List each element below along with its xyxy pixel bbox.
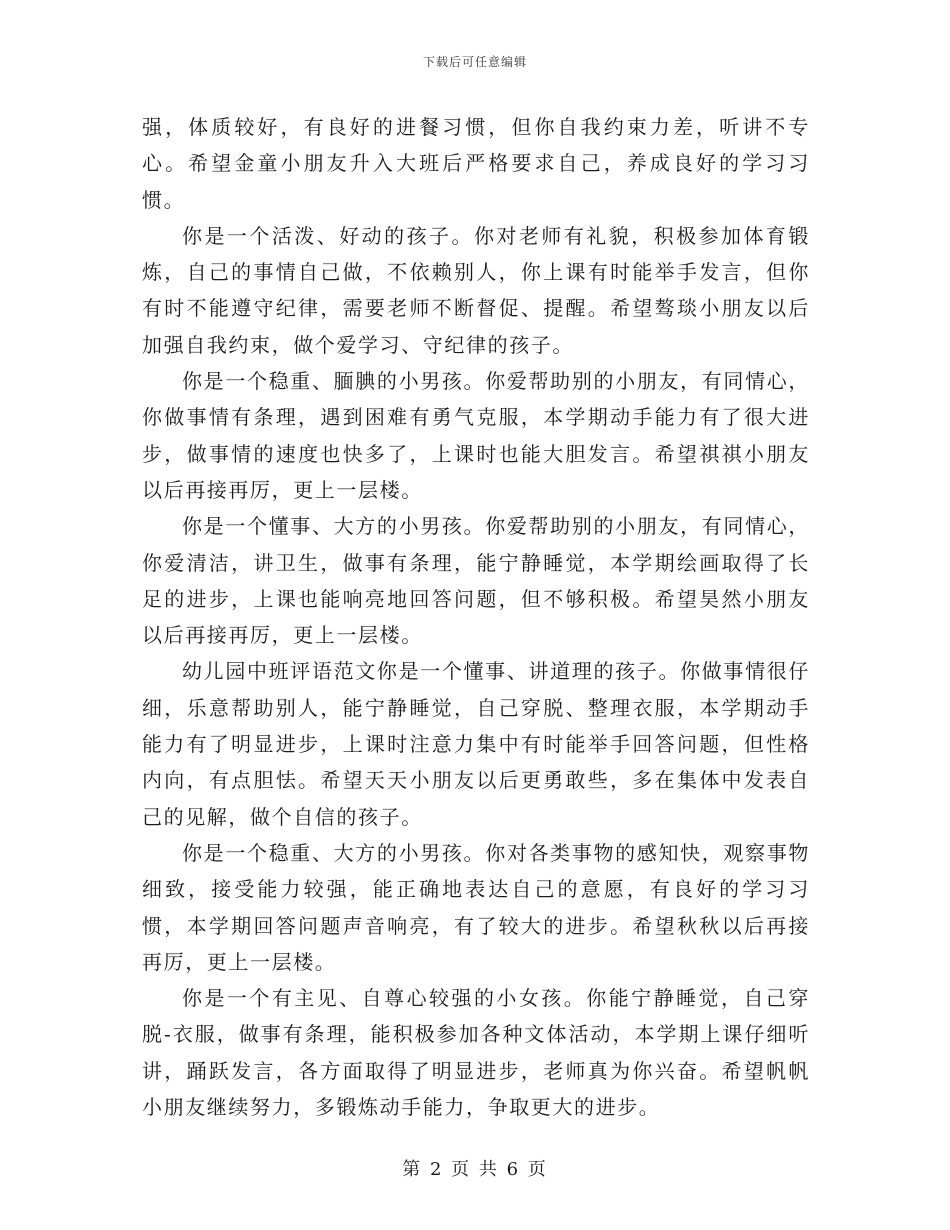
paragraph: 幼儿园中班评语范文你是一个懂事、讲道理的孩子。你做事情很仔细，乐意帮助别人，能宁静睡觉，自己穿脱、整理衣服，本学期动手能力有了明显进步，上课时注意力集中有时能举手回答问题，但性格内向，有点胆怯。希望天天小朋友以后更勇敢些，多在集体中发表自己的见解，做个自信的孩子。: [142, 659, 810, 829]
paragraph: 你是一个稳重、腼腆的小男孩。你爱帮助别的小朋友，有同情心，你做事情有条理，遇到困难有勇气克服，本学期动手能力有了很大进步，做事情的速度也快多了，上课时也能大胆发言。希望祺祺小朋友以后再接再厉，更上一层楼。: [142, 369, 810, 502]
paragraph: 你是一个稳重、大方的小男孩。你对各类事物的感知快，观察事物细致，接受能力较强，能正确地表达自己的意愿，有良好的学习习惯，本学期回答问题声音响亮，有了较大的进步。希望秋秋以后再接再厉，更上一层楼。: [142, 840, 810, 974]
paragraph: 你是一个活泼、好动的孩子。你对老师有礼貌，积极参加体育锻炼，自己的事情自己做，不依赖别人，你上课有时能举手发言，但你有时不能遵守纪律，需要老师不断督促、提醒。希望骜琰小朋友以后加强自我约束，做个爱学习、守纪律的孩子。: [142, 223, 810, 357]
page-header: 下载后可任意编辑: [422, 55, 527, 69]
document-body: [142, 109, 810, 1125]
paragraph: 你是一个懂事、大方的小男孩。你爱帮助别的小朋友，有同情心，你爱清洁，讲卫生，做事有条理，能宁静睡觉，本学期绘画取得了长足的进步，上课也能响亮地回答问题，但不够积极。希望昊然小朋友以后再接再厉，更上一层楼。: [142, 514, 810, 648]
page-number: 第 2 页 共 6 页: [402, 1159, 548, 1180]
paragraph: 你是一个有主见、自尊心较强的小女孩。你能宁静睡觉，自己穿脱-衣服，做事有条理，能积极参加各种文体活动，本学期上课仔细听讲，踊跃发言，各方面取得了明显进步，老师真为你兴奋。希望帆帆小朋友继续努力，多锻炼动手能力，争取更大的进步。: [142, 986, 810, 1120]
paragraph-continued: 强，体质较好，有良好的进餐习惯，但你自我约束力差，听讲不专心。希望金童小朋友升入大班后严格要求自己，养成良好的学习习惯。: [142, 115, 810, 212]
